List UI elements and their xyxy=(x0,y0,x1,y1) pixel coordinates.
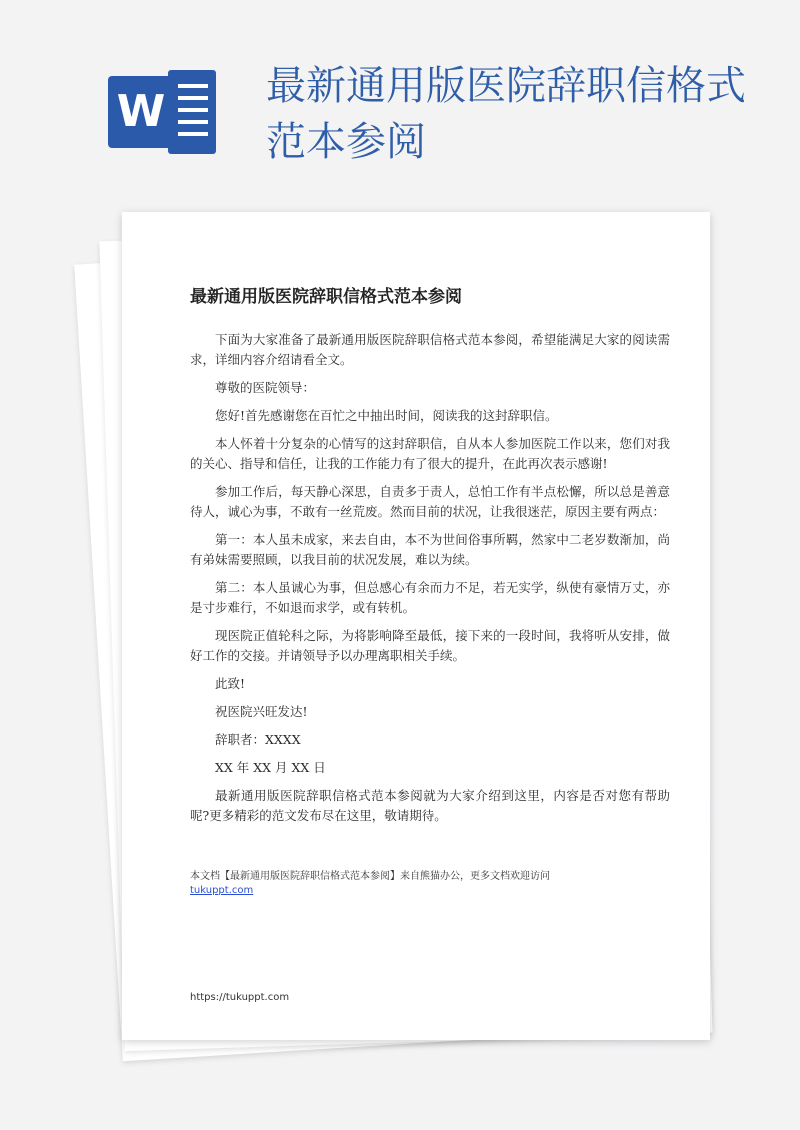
paragraph-closing: 此致! xyxy=(215,676,246,691)
paragraph-date: XX 年 XX 月 XX 日 xyxy=(215,760,326,775)
paragraph-salutation: 尊敬的医院领导： xyxy=(215,380,316,395)
document-body xyxy=(190,330,670,834)
paragraph-outro: 最新通用版医院辞职信格式范本参阅就为大家介绍到这里，内容是否对您有帮助呢?更多精彩的范文发布尽在这里，敬请期待。 xyxy=(190,788,670,823)
bottom-url[interactable]: https://tukuppt.com xyxy=(190,992,290,1003)
footer-link[interactable]: tukuppt.com xyxy=(190,885,254,896)
paragraph-reason-1: 第一：本人虽未成家，来去自由，本不为世间俗事所羁，然家中二老岁数渐加，尚有弟妹需要照顾，以我目前的状况发展，难以为续。 xyxy=(190,532,670,567)
word-app-icon xyxy=(108,70,218,160)
document-page xyxy=(122,212,710,1040)
footer-note xyxy=(190,870,670,898)
paragraph-reason-2: 第二：本人虽诚心为事，但总感心有余而力不足，若无实学，纵使有豪情万丈，亦是寸步难行，不如退而求学，或有转机。 xyxy=(190,580,670,615)
paragraph-thanks: 本人怀着十分复杂的心情写的这封辞职信，自从本人参加医院工作以来，您们对我的关心、指导和信任，让我的工作能力有了很大的提升，在此再次表示感谢! xyxy=(190,436,670,471)
paragraph-intro: 下面为大家准备了最新通用版医院辞职信格式范本参阅，希望能满足大家的阅读需求，详细内容介绍请看全文。 xyxy=(190,332,670,367)
document-title: 最新通用版医院辞职信格式范本参阅 xyxy=(190,287,462,307)
paragraph-handover: 现医院正值轮科之际，为将影响降至最低，接下来的一段时间，我将听从安排，做好工作的交接。并请领导予以办理离职相关手续。 xyxy=(190,628,670,663)
footer-note-text: 本文档【最新通用版医院辞职信格式范本参阅】来自熊猫办公，更多文档欢迎访问 xyxy=(190,871,550,882)
paragraph-greeting: 您好!首先感谢您在百忙之中抽出时间，阅读我的这封辞职信。 xyxy=(215,408,558,423)
paragraph-work: 参加工作后，每天静心深思，自责多于责人，总怕工作有半点松懈，所以总是善意待人，诚心为事，不敢有一丝荒废。然而目前的状况，让我很迷茫，原因主要有两点： xyxy=(190,484,670,519)
word-lines-icon xyxy=(168,70,216,154)
paragraph-wish: 祝医院兴旺发达! xyxy=(215,704,308,719)
word-letter-icon: W xyxy=(108,76,174,148)
paragraph-signature: 辞职者：XXXX xyxy=(215,732,301,747)
header-title: 最新通用版医院辞职信格式范本参阅 xyxy=(266,63,746,165)
